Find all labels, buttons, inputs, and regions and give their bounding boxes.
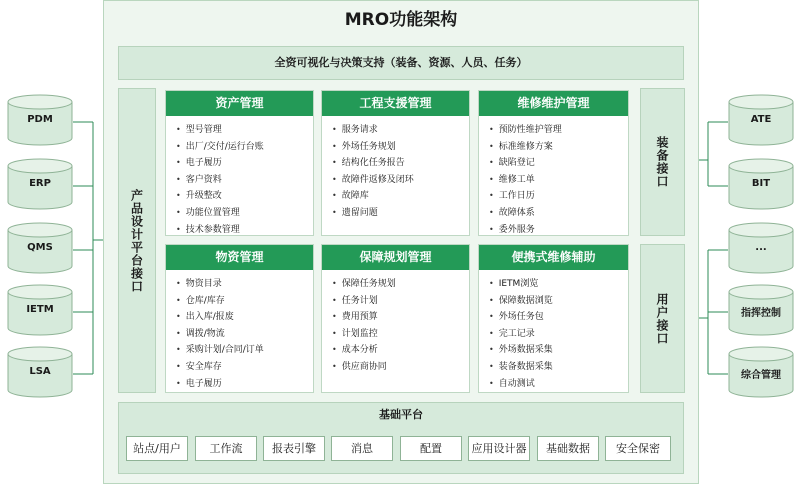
user-interface (640, 244, 685, 393)
list-item: • 保障任务规划 (332, 276, 469, 293)
list-item: • 故障件返修及闭环 (332, 172, 469, 189)
equipment-interface (640, 88, 685, 236)
database-cylinder-qms (7, 222, 73, 274)
database-cylinder-ellipsis (728, 222, 794, 274)
module-title: 便携式维修辅助 (479, 245, 628, 270)
list-item: • 预防性维护管理 (489, 122, 628, 139)
database-label: ERP (29, 178, 51, 189)
list-item: • 仓库/库存 (176, 293, 313, 310)
database-label: PDM (27, 114, 53, 125)
list-item: • 供应商协同 (332, 359, 469, 376)
list-item: • 标准维修方案 (489, 139, 628, 156)
module-material-management (165, 244, 314, 393)
module-title: 保障规划管理 (322, 245, 469, 270)
database-cylinder-erp (7, 158, 73, 210)
list-item: • IETM浏览 (489, 276, 628, 293)
database-label: LSA (29, 366, 51, 377)
list-item: • 自动测试 (489, 376, 628, 393)
user-interface-label: 用户接口 (655, 292, 669, 345)
list-item: • 外场任务包 (489, 309, 628, 326)
decision-support-band: 全资可视化与决策支持（装备、资源、人员、任务） (118, 46, 684, 80)
list-item: • 外场数据采集 (489, 342, 628, 359)
module-portable-maintenance (478, 244, 629, 393)
list-item: • 客户资料 (176, 172, 313, 189)
base-item: 消息 (331, 436, 393, 461)
list-item: • 维修工单 (489, 172, 628, 189)
module-maintenance-management (478, 90, 629, 236)
list-item: • 工作日历 (489, 188, 628, 205)
database-label: ... (755, 242, 767, 253)
list-item: • 委外服务 (489, 222, 628, 239)
base-item: 配置 (400, 436, 462, 461)
list-item: • 成本分析 (332, 342, 469, 359)
module-asset-management (165, 90, 314, 236)
database-cylinder-lsa (7, 346, 73, 398)
database-label: 综合管理 (741, 370, 781, 381)
module-title: 资产管理 (166, 91, 313, 116)
database-cylinder-ietm (7, 284, 73, 336)
database-cylinder-pdm (7, 94, 73, 146)
database-cylinder-ate (728, 94, 794, 146)
list-item: • 故障体系 (489, 205, 628, 222)
list-item: • 物资目录 (176, 276, 313, 293)
list-item: • 完工记录 (489, 326, 628, 343)
list-item: • 外场任务规划 (332, 139, 469, 156)
list-item: • 装备数据采集 (489, 359, 628, 376)
list-item: • 电子履历 (176, 155, 313, 172)
database-label: QMS (27, 242, 53, 253)
module-title: 物资管理 (166, 245, 313, 270)
list-item: • 结构化任务报告 (332, 155, 469, 172)
database-label: BIT (751, 178, 771, 189)
diagram-title: MRO功能架构 (344, 10, 458, 30)
base-platform-title: 基础平台 (379, 408, 423, 421)
list-item: • 故障库 (332, 188, 469, 205)
list-item: • 出入库/报废 (176, 309, 313, 326)
database-label: 指挥控制 (741, 308, 781, 319)
list-item: • 安全库存 (176, 359, 313, 376)
database-cylinder-bit (728, 158, 794, 210)
product-design-interface-label: 产品设计平台接口 (129, 188, 144, 293)
list-item: • 计划监控 (332, 326, 469, 343)
database-label: IETM (26, 304, 54, 315)
database-label: ATE (750, 114, 772, 125)
list-item: • 功能位置管理 (176, 205, 313, 222)
equipment-interface-label: 装备接口 (655, 136, 669, 188)
base-item: 应用设计器 (468, 436, 530, 461)
base-item: 站点/用户 (126, 436, 188, 461)
list-item: • 保障数据浏览 (489, 293, 628, 310)
list-item: • 缺陷登记 (489, 155, 628, 172)
list-item: • 费用预算 (332, 309, 469, 326)
base-item: 安全保密 (605, 436, 671, 461)
list-item: • 技术参数管理 (176, 222, 313, 239)
module-support-planning (321, 244, 470, 393)
database-cylinder-integrated-management (728, 346, 794, 398)
list-item: • 采购计划/合同/订单 (176, 342, 313, 359)
list-item: • 服务请求 (332, 122, 469, 139)
product-design-interface (118, 88, 156, 393)
base-item: 工作流 (195, 436, 257, 461)
database-cylinder-command-control (728, 284, 794, 336)
list-item: • 调拨/物流 (176, 326, 313, 343)
list-item: • 升级整改 (176, 188, 313, 205)
module-title: 维修维护管理 (479, 91, 628, 116)
module-title: 工程支援管理 (322, 91, 469, 116)
list-item: • 型号管理 (176, 122, 313, 139)
list-item: • 任务计划 (332, 293, 469, 310)
base-item: 报表引擎 (263, 436, 325, 461)
list-item: • 遗留问题 (332, 205, 469, 222)
list-item: • 出厂/交付/运行台账 (176, 139, 313, 156)
base-item: 基础数据 (537, 436, 599, 461)
list-item: • 电子履历 (176, 376, 313, 393)
module-engineering-support (321, 90, 470, 236)
